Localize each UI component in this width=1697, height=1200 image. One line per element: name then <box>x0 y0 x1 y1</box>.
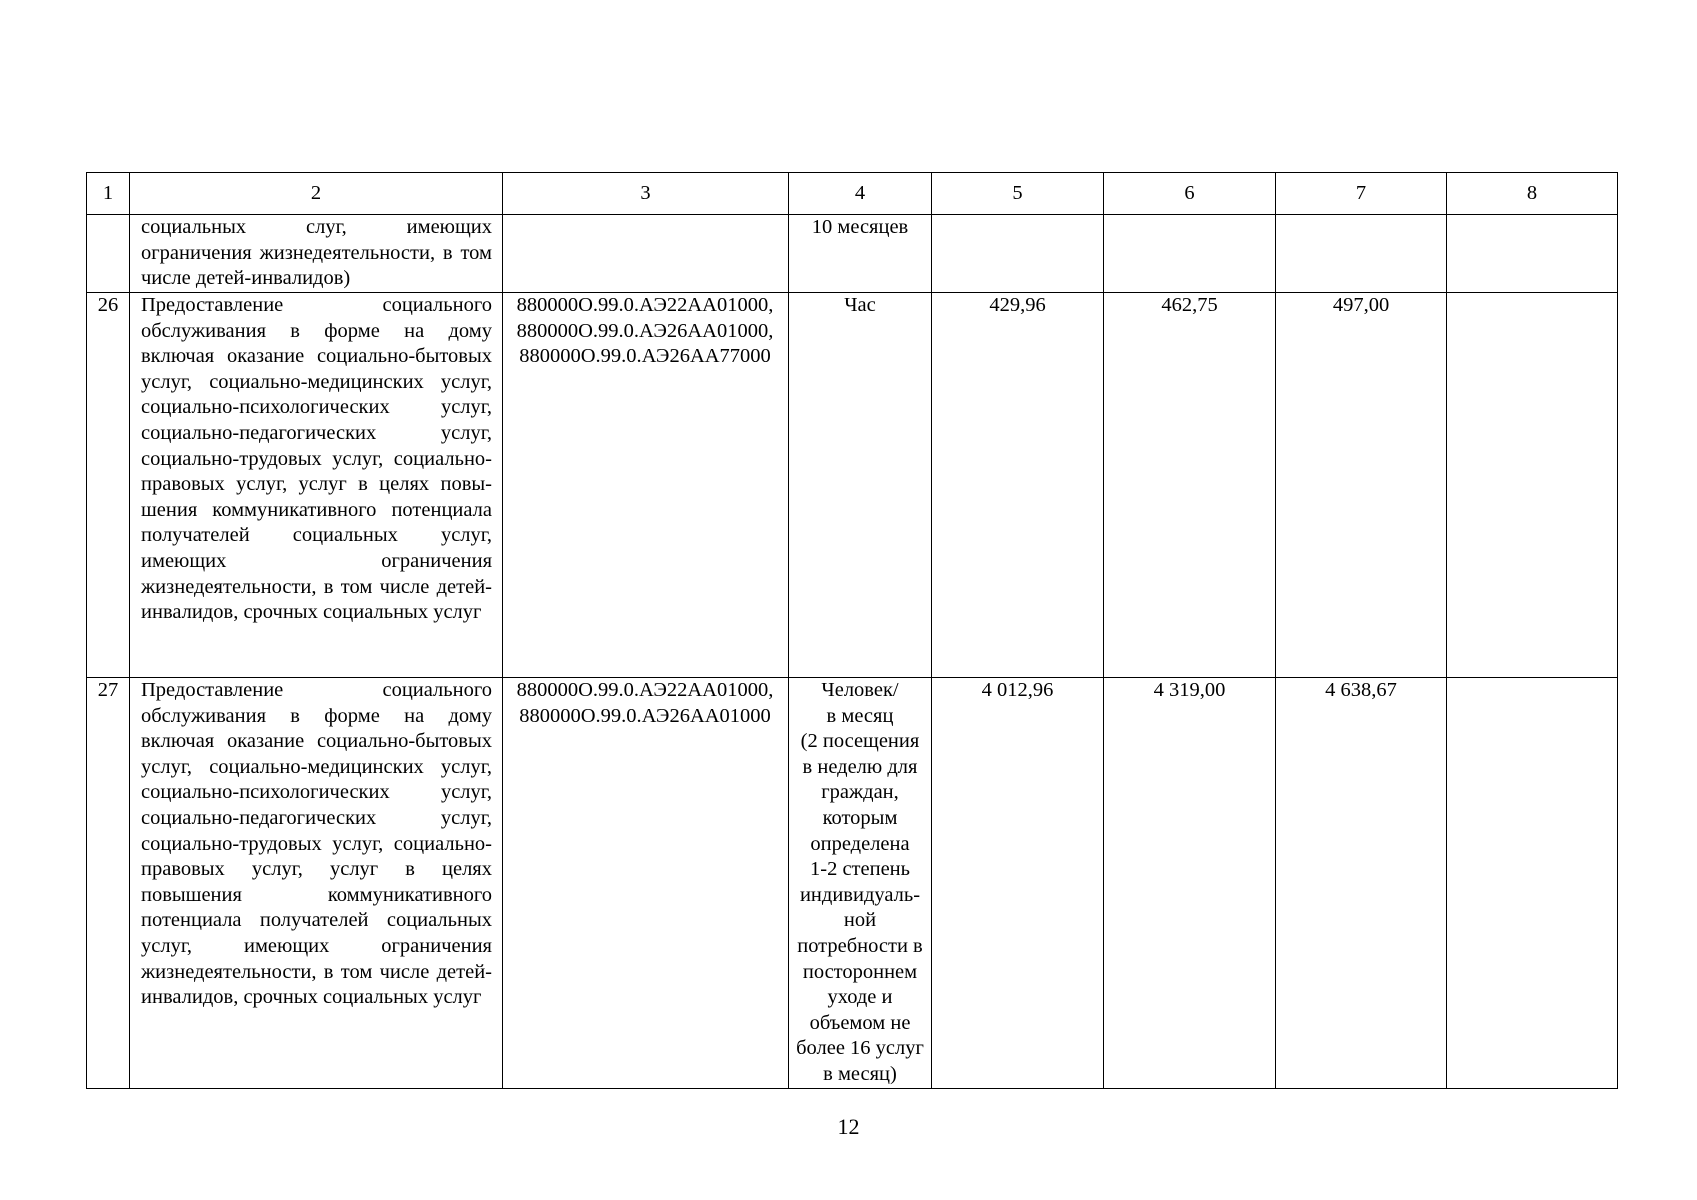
unit-line: индивидуаль- <box>799 883 921 906</box>
unit-line: (2 посещения <box>800 730 920 753</box>
unit-line: граждан, <box>821 781 899 804</box>
header-cell-7: 7 <box>1276 173 1447 215</box>
row-number: 26 <box>87 293 130 678</box>
table-row <box>87 678 1618 1089</box>
registry-codes <box>503 678 789 1089</box>
value-col-5: 4 012,96 <box>932 678 1104 1089</box>
value-col-7 <box>1276 215 1447 293</box>
page-number: 12 <box>837 1114 860 1139</box>
unit-line: определена <box>810 832 910 855</box>
unit-line: ной <box>843 909 877 932</box>
unit <box>789 678 932 1089</box>
unit-line: в месяц <box>826 704 894 727</box>
data-table <box>86 172 1618 1089</box>
unit: Час <box>789 293 932 678</box>
registry-code: 880000О.99.0.АЭ22АА01000, <box>516 679 774 701</box>
header-cell-6: 6 <box>1104 173 1276 215</box>
registry-code: 880000О.99.0.АЭ26АА01000, <box>516 319 774 342</box>
header-cell-8: 8 <box>1447 173 1618 215</box>
unit-line: в месяц) <box>823 1062 897 1085</box>
unit-line: 1-2 степень <box>810 858 910 881</box>
header-cell-4: 4 <box>789 173 932 215</box>
unit-line: в неделю для <box>802 755 918 778</box>
header-cell-2: 2 <box>130 173 503 215</box>
header-cell-3: 3 <box>503 173 789 215</box>
unit-line: потребности в <box>797 934 923 957</box>
value-col-6: 462,75 <box>1104 293 1276 678</box>
unit-line: уходе и <box>827 986 893 1009</box>
registry-code: 880000О.99.0.АЭ26АА77000 <box>519 345 771 368</box>
header-cell-5: 5 <box>932 173 1104 215</box>
value-col-8 <box>1447 678 1618 1089</box>
unit-line: которым <box>822 806 898 829</box>
value-col-7: 497,00 <box>1276 293 1447 678</box>
registry-codes <box>503 215 789 293</box>
unit: 10 месяцев <box>789 215 932 293</box>
table-row-continuation <box>87 215 1618 293</box>
value-col-6: 4 319,00 <box>1104 678 1276 1089</box>
unit-line: более 16 услуг <box>796 1037 924 1060</box>
value-col-8 <box>1447 215 1618 293</box>
unit-line: объемом не <box>809 1011 911 1034</box>
value-col-8 <box>1447 293 1618 678</box>
service-name: Предоставление социального обслуживания в форме на дому включая оказание социально-бытовых услуг, социально-медицинских услуг, социально-психологических услуг, социально-педагогических услуг, социально-трудовых услуг, социально-правовых услуг, услуг в целях повышения коммуникативного потенциала получателей социальных услуг, имеющих ограничения жизнедеятельности, в том числе детей-инвалидов, срочных социальных услуг <box>130 678 503 1089</box>
value-col-5 <box>932 215 1104 293</box>
header-cell-1: 1 <box>87 173 130 215</box>
unit-line: постороннем <box>802 960 918 983</box>
header-row <box>87 173 1618 215</box>
unit-line: Человек/ <box>821 679 899 701</box>
row-number: 27 <box>87 678 130 1089</box>
registry-code: 880000О.99.0.АЭ22АА01000, <box>516 294 774 316</box>
service-name: социальных слуг, имеющих ограничения жизнедеятельности, в том числе детей-инвалидов) <box>130 215 503 293</box>
value-col-7: 4 638,67 <box>1276 678 1447 1089</box>
service-name: Предоставление социального обслуживания в форме на дому включая оказание социально-бытовых услуг, социально-медицинских услуг, социально-психологических услуг, социально-педагогических услуг, социально-трудовых услуг, социально-правовых услуг, услуг в целях повы-шения коммуникативного потенциала получателей социальных услуг, имеющих ограничения жизнедеятельности, в том числе детей-инвалидов, срочных социальных услуг <box>130 293 503 678</box>
registry-code: 880000О.99.0.АЭ26АА01000 <box>519 704 771 727</box>
row-number <box>87 215 130 293</box>
table-row <box>87 293 1618 678</box>
registry-codes <box>503 293 789 678</box>
value-col-5: 429,96 <box>932 293 1104 678</box>
value-col-6 <box>1104 215 1276 293</box>
